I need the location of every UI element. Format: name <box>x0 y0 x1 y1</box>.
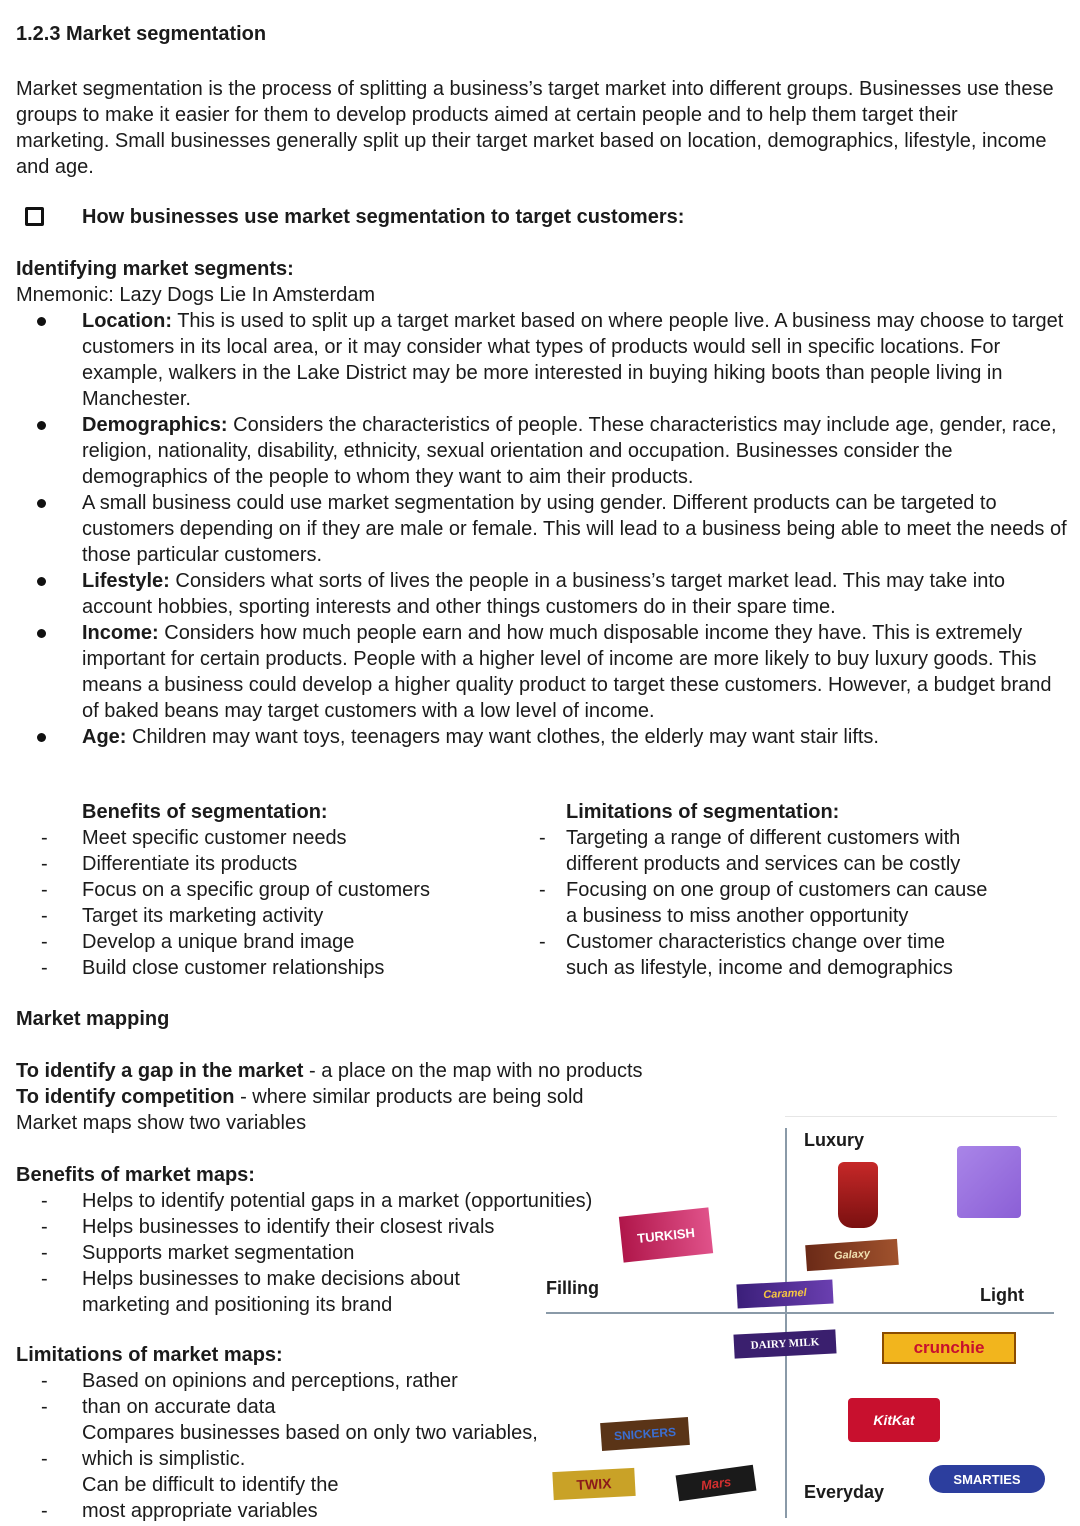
product-smarties: SMARTIES <box>929 1465 1045 1493</box>
limitations-maps-list <box>0 1368 538 1524</box>
list-item: Age: Children may want toys, teenagers may want clothes, the elderly may want stair lifts. <box>0 724 1067 750</box>
benefits-maps-list <box>0 1188 592 1318</box>
benefits-segmentation-list <box>0 825 430 981</box>
bullet-icon <box>37 317 46 326</box>
list-item: A small business could use market segmentation by using gender. Different products can be targeted to customers depending on if they are male or female. This will lead to a business being able to meet the needs of those particular customers. <box>0 490 1067 568</box>
map-label-top: Luxury <box>804 1130 865 1150</box>
list-item: - Target its marketing activity <box>41 905 324 927</box>
map-label-right: Light <box>980 1285 1024 1305</box>
bullet-icon <box>37 629 46 638</box>
bullet-icon <box>37 577 46 586</box>
product-turkish: TURKISH <box>619 1207 713 1262</box>
product-dairy-milk: DAIRY MILK <box>733 1329 836 1358</box>
product-kitkat: KitKat <box>848 1398 940 1442</box>
limitations-segmentation-heading: Limitations of segmentation: <box>566 801 840 823</box>
bullet-icon <box>37 733 46 742</box>
page-title: 1.2.3 Market segmentation <box>16 23 267 45</box>
list-item: Location: This is used to split up a target market based on where people live. A business may choose to target customers in its local area, or it may consider what types of products would sell in specific locations. For example, walkers in the Lake District may be more interested in buying hiking boots than people living in Manchester. <box>0 308 1067 412</box>
market-mapping-heading: Market mapping <box>16 1008 170 1030</box>
list-item: - Build close customer relationships <box>41 957 385 979</box>
map-label-bottom: Everyday <box>804 1482 885 1502</box>
list-item: - Supports market segmentation <box>41 1242 355 1264</box>
list-item: Compares businesses based on only two variables, <box>82 1422 538 1444</box>
celebrations-tub-icon <box>838 1162 878 1228</box>
list-item: - most appropriate variables <box>41 1500 318 1522</box>
list-item: - Meet specific customer needs <box>41 827 347 849</box>
list-item: - Helps businesses to identify their closest rivals <box>41 1216 495 1238</box>
product-snickers: SNICKERS <box>600 1417 690 1451</box>
product-crunchie: crunchie <box>882 1332 1016 1364</box>
list-item: Can be difficult to identify the <box>82 1474 339 1496</box>
list-item: - Focus on a specific group of customers <box>41 879 430 901</box>
competition-line: To identify competition - where similar products are being sold <box>16 1086 584 1108</box>
product-caramel: Caramel <box>736 1280 833 1309</box>
map-label-left: Filling <box>546 1278 599 1298</box>
list-item: - Develop a unique brand image <box>41 931 355 953</box>
list-item: Income: Considers how much people earn and how much disposable income they have. This is extremely important for certain products. People with a higher level of income are more likely to buy luxury goods. This means a business could develop a higher quality product to target these customers. However, a budget brand of baked beans may target customers with a low level of income. <box>0 620 1067 724</box>
list-item: Demographics: Considers the characteristics of people. These characteristics may include age, gender, race, religion, nationality, disability, ethnicity, sexual orientation and occupation. Businesses consider the demographics of the people to whom they want to aim their products. <box>0 412 1067 490</box>
list-item: - Focusing on one group of customers can cause a business to miss another opportunity <box>539 879 988 927</box>
list-item: - Helps businesses to make decisions about marketing and positioning its brand <box>41 1268 460 1316</box>
list-item: Lifestyle: Considers what sorts of lives the people in a business’s target market lead. This may take into account hobbies, sporting interests and other things customers do in their spare time. <box>0 568 1067 620</box>
gap-line: To identify a gap in the market - a place on the map with no products <box>16 1060 643 1082</box>
intro-paragraph: Market segmentation is the process of splitting a business’s target market into different groups. Businesses use these groups to make it easier for them to develop products aimed at certain people and to help them target their marketing. Small businesses generally split up their target market based on location, demographics, lifestyle, income and age. <box>16 78 1054 178</box>
list-item: - Targeting a range of different customers with different products and services can be costly <box>539 827 961 875</box>
list-item: - Based on opinions and perceptions, rather <box>41 1370 458 1392</box>
product-twix: TWIX <box>552 1468 635 1500</box>
bullet-icon <box>37 421 46 430</box>
bullet-icon <box>37 499 46 508</box>
list-item: - which is simplistic. <box>41 1448 246 1470</box>
list-item: - than on accurate data <box>41 1396 276 1418</box>
mnemonic: Mnemonic: Lazy Dogs Lie In Amsterdam <box>16 284 376 306</box>
two-variables-line: Market maps show two variables <box>16 1112 307 1134</box>
list-item: - Customer characteristics change over time such as lifestyle, income and demographics <box>539 931 953 979</box>
identifying-heading: Identifying market segments: <box>16 258 294 280</box>
how-heading: How businesses use market segmentation to target customers: <box>82 206 685 228</box>
product-galaxy: Galaxy <box>805 1239 899 1271</box>
heroes-tub-icon <box>957 1146 1021 1218</box>
limitations-segmentation-list <box>484 825 987 981</box>
map-horizontal-axis <box>546 1312 1054 1314</box>
limitations-maps-heading: Limitations of market maps: <box>16 1344 283 1366</box>
benefits-maps-heading: Benefits of market maps: <box>16 1164 255 1186</box>
list-item: - Helps to identify potential gaps in a market (opportunities) <box>41 1190 593 1212</box>
product-mars: Mars <box>676 1465 757 1502</box>
benefits-segmentation-heading: Benefits of segmentation: <box>82 801 328 823</box>
segment-bullets <box>0 308 1080 750</box>
list-item: - Differentiate its products <box>41 853 298 875</box>
map-vertical-axis <box>785 1128 787 1518</box>
checkbox-icon <box>25 207 44 226</box>
